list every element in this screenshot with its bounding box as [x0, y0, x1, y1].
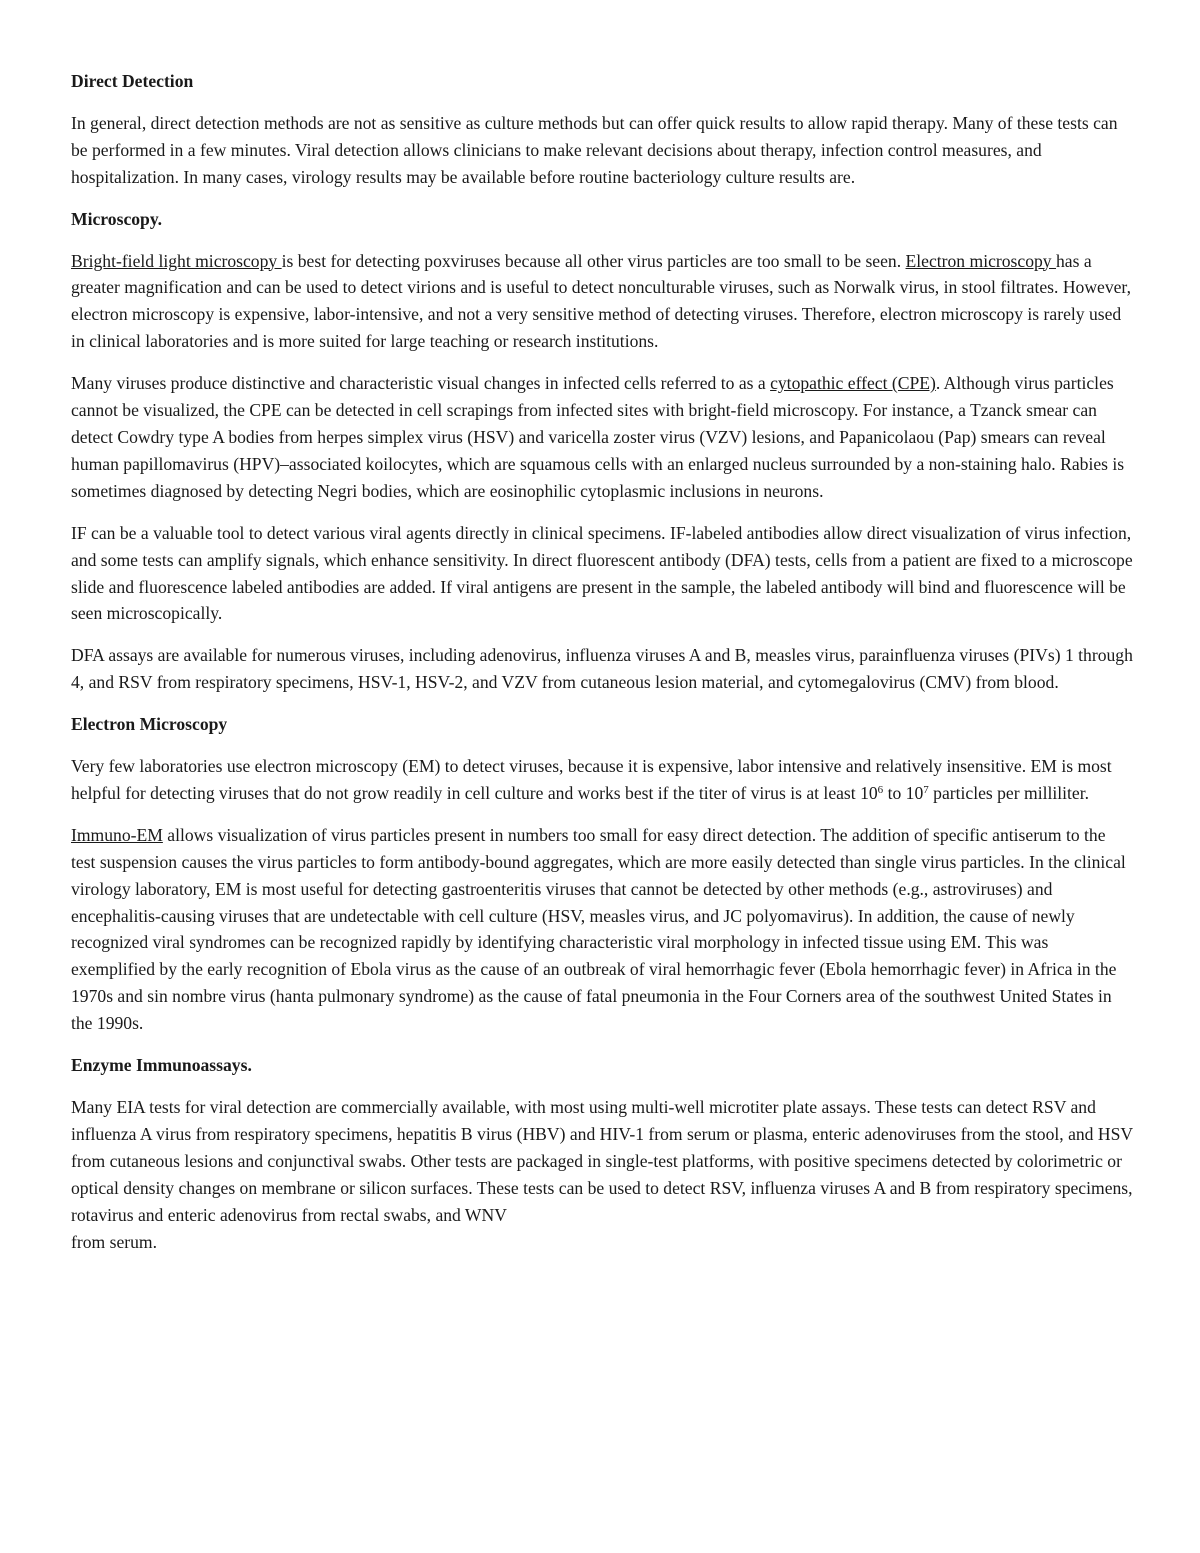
paragraph-direct-detection-intro: In general, direct detection methods are not as sensitive as culture methods but can offer quick results to allow rapid therapy. Many of these tests can be performed in a few minutes. Viral detection allows clinicians to make relevant decisions about therapy, infection control measures, and hospitalization. In many cases, virology results may be available before routine bacteriology culture results are. — [71, 112, 1118, 187]
heading-microscopy: Microscopy. — [71, 208, 163, 229]
paragraph-microscopy-types — [71, 248, 1133, 356]
link-bright-field-microscopy[interactable]: Bright-field light microscopy — [71, 250, 282, 271]
paragraph-em-overview — [71, 753, 1133, 807]
document-page — [71, 68, 1133, 1270]
text-segment: Many EIA tests for viral detection are commercially available, with most using multi-well microtiter plate assays. These tests can detect RSV and influenza A virus from respiratory specimens, hepatitis B virus (HBV) and HIV-1 from serum or plasma, enteric adenoviruses from the stool, and HSV from cutaneous lesions and conjunctival swabs. Other tests are packaged in single-test platforms, with positive specimens detected by colorimetric or optical density changes on membrane or silicon surfaces. These tests can be used to detect RSV, influenza viruses A and B from respiratory specimens, rotavirus and enteric adenovirus from rectal swabs, and WNV — [71, 1097, 1133, 1225]
text-segment: Very few laboratories use electron microscopy (EM) to detect viruses, because it is expensive, labor intensive and relatively insensitive. EM is most helpful for detecting viruses that do not grow readily in cell culture and works best if the titer of virus is at least 10 — [71, 756, 1112, 803]
superscript-exponent: 6 — [877, 783, 884, 796]
superscript-exponent: 7 — [923, 783, 929, 796]
text-segment: has a greater magnification and can be used to detect virions and is useful to detect nonculturable viruses, such as Norwalk virus, in stool filtrates. However, electron microscopy is expensive, labor-intensive, and not a very sensitive method of detecting viruses. Therefore, electron microscopy is rarely used in clinical laboratories and is more suited for large teaching or research institutions. — [71, 250, 1131, 352]
text-segment: from serum. — [71, 1231, 157, 1252]
paragraph-cytopathic-effect — [71, 370, 1133, 505]
link-immuno-em[interactable]: Immuno-EM — [71, 824, 163, 845]
text-segment: allows visualization of virus particles present in numbers too small for easy direct detection. The addition of specific antiserum to the test suspension causes the virus particles to form antibody-bound aggregates, which are more easily detected than single virus particles. In the clinical virology laboratory, EM is most useful for detecting gastroenteritis viruses that cannot be detected by other methods (e.g., astroviruses) and encephalitis-causing viruses that are undetectable with cell culture (HSV, measles virus, and JC polyomavirus). In addition, the cause of newly recognized viral syndromes can be recognized rapidly by identifying characteristic viral morphology in infected tissue using EM. This was exemplified by the early recognition of Ebola virus as the cause of an outbreak of viral hemorrhagic fever (Ebola hemorrhagic fever) in Africa in the 1970s and sin nombre virus (hanta pulmonary syndrome) as the cause of fatal pneumonia in the Four Corners area of the southwest United States in the 1990s. — [71, 824, 1126, 1034]
text-segment: is best for detecting poxviruses because all other virus particles are too small to be seen. — [281, 250, 906, 271]
paragraph-dfa-assays: DFA assays are available for numerous viruses, including adenovirus, influenza viruses A and B, measles virus, parainfluenza viruses (PIVs) 1 through 4, and RSV from respiratory specimens, HSV-1, HSV-2, and VZV from cutaneous lesion material, and cytomegalovirus (CMV) from blood. — [71, 645, 1133, 693]
paragraph-immunofluorescence: IF can be a valuable tool to detect various viral agents directly in clinical specimens. IF-labeled antibodies allow direct visualization of virus infection, and some tests can amplify signals, which enhance sensitivity. In direct fluorescent antibody (DFA) tests, cells from a patient are fixed to a microscope slide and fluorescence labeled antibodies are added. If viral antigens are present in the sample, the labeled antibody will bind and fluorescence will be seen microscopically. — [71, 522, 1133, 624]
paragraph-immuno-em — [71, 822, 1133, 1037]
heading-direct-detection: Direct Detection — [71, 71, 194, 91]
link-electron-microscopy[interactable]: Electron microscopy — [905, 250, 1056, 271]
text-segment: to 10 — [883, 782, 924, 803]
heading-electron-microscopy: Electron Microscopy — [71, 714, 228, 735]
text-segment: . Although virus particles cannot be visualized, the CPE can be detected in cell scrapings from infected sites with bright-field microscopy. For instance, a Tzanck smear can detect Cowdry type A bodies from herpes simplex virus (HSV) and varicella zoster virus (VZV) lesions, and Papanicolaou (Pap) smears can reveal human papillomavirus (HPV)–associated koilocytes, which are squamous cells with an enlarged nucleus surrounded by a non-staining halo. Rabies is sometimes diagnosed by detecting Negri bodies, which are eosinophilic cytoplasmic inclusions in neurons. — [71, 373, 1125, 501]
text-segment: particles per milliliter. — [928, 782, 1090, 803]
link-cytopathic-effect[interactable]: cytopathic effect (CPE) — [770, 373, 936, 394]
heading-enzyme-immunoassays: Enzyme Immunoassays. — [71, 1055, 252, 1076]
text-segment: Many viruses produce distinctive and characteristic visual changes in infected cells referred to as a — [71, 373, 771, 394]
paragraph-eia-tests — [71, 1094, 1133, 1255]
